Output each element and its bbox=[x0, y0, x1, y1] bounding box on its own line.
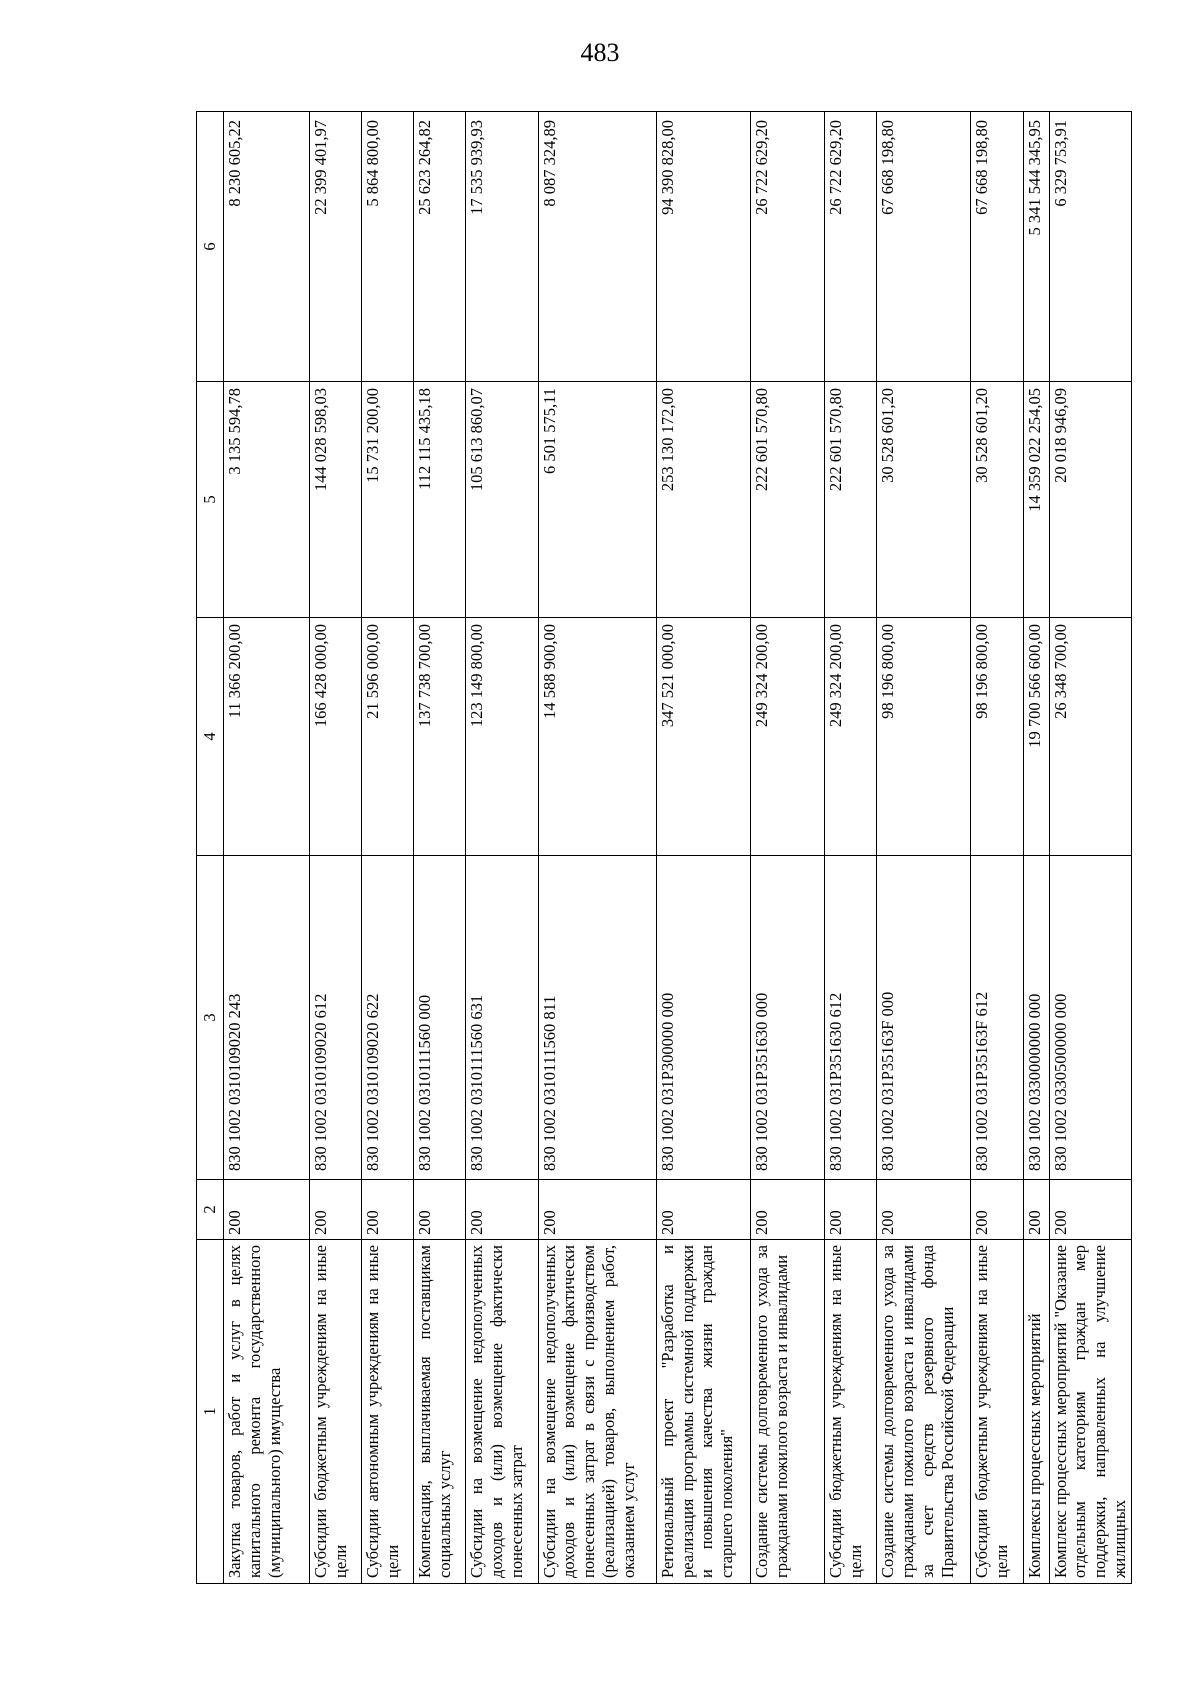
cell-col5: 222 601 570,80 bbox=[825, 382, 877, 618]
cell-col6: 6 329 753,91 bbox=[1049, 112, 1131, 382]
cell-col2: 200 bbox=[538, 1180, 656, 1240]
cell-col6: 94 390 828,00 bbox=[656, 112, 750, 382]
cell-col2: 200 bbox=[466, 1180, 538, 1240]
table-row bbox=[971, 112, 1023, 1584]
cell-code: 830 1002 0310111560 000 bbox=[414, 856, 466, 1180]
header-col-6: 6 bbox=[197, 112, 224, 382]
table-row bbox=[538, 112, 656, 1584]
cell-name: Компенсация, выплачиваемая поставщикам социальных услуг bbox=[414, 1240, 466, 1584]
budget-table bbox=[196, 111, 1132, 1584]
cell-col5: 105 613 860,07 bbox=[466, 382, 538, 618]
cell-code: 830 1002 031P35163F 612 bbox=[971, 856, 1023, 1180]
header-col-2: 2 bbox=[197, 1180, 224, 1240]
cell-code: 830 1002 0330000000 000 bbox=[1023, 856, 1049, 1180]
cell-col2: 200 bbox=[310, 1180, 362, 1240]
cell-name: Комплексы процессных мероприятий bbox=[1023, 1240, 1049, 1584]
cell-col6: 22 399 401,97 bbox=[310, 112, 362, 382]
cell-col2: 200 bbox=[414, 1180, 466, 1240]
header-col-5: 5 bbox=[197, 382, 224, 618]
cell-col2: 200 bbox=[877, 1180, 971, 1240]
cell-col5: 30 528 601,20 bbox=[877, 382, 971, 618]
cell-col4: 98 196 800,00 bbox=[971, 618, 1023, 856]
cell-name: Субсидии автономным учреждениям на иные цели bbox=[362, 1240, 414, 1584]
cell-col4: 249 324 200,00 bbox=[825, 618, 877, 856]
cell-code: 830 1002 031P351630 612 bbox=[825, 856, 877, 1180]
cell-name: Закупка товаров, работ и услуг в целях капитального ремонта государственного (муниципального) имущества bbox=[224, 1240, 310, 1584]
header-col-4: 4 bbox=[197, 618, 224, 856]
cell-col2: 200 bbox=[362, 1180, 414, 1240]
cell-col4: 11 366 200,00 bbox=[224, 618, 310, 856]
cell-code: 830 1002 031P300000 000 bbox=[656, 856, 750, 1180]
cell-col4: 14 588 900,00 bbox=[538, 618, 656, 856]
cell-col6: 17 535 939,93 bbox=[466, 112, 538, 382]
cell-col6: 26 722 629,20 bbox=[751, 112, 825, 382]
cell-name: Субсидии на возмещение недополученных доходов и (или) возмещение фактически понесенных затрат в связи с производством (реализацией) товаров, выполнением работ, оказанием услуг bbox=[538, 1240, 656, 1584]
table-header-row bbox=[197, 112, 224, 1584]
cell-col4: 249 324 200,00 bbox=[751, 618, 825, 856]
cell-name: Комплекс процессных мероприятий "Оказание отдельным категориям граждан мер поддержки, направленных на улучшение жилищных bbox=[1049, 1240, 1131, 1584]
cell-col5: 6 501 575,11 bbox=[538, 382, 656, 618]
cell-col6: 8 087 324,89 bbox=[538, 112, 656, 382]
cell-col5: 253 130 172,00 bbox=[656, 382, 750, 618]
cell-code: 830 1002 0310109020 612 bbox=[310, 856, 362, 1180]
cell-col4: 26 348 700,00 bbox=[1049, 618, 1131, 856]
cell-name: Создание системы долговременного ухода за гражданами пожилого возраста и инвалидами bbox=[751, 1240, 825, 1584]
table-row bbox=[224, 112, 310, 1584]
cell-col4: 166 428 000,00 bbox=[310, 618, 362, 856]
cell-col6: 5 864 800,00 bbox=[362, 112, 414, 382]
cell-col5: 112 115 435,18 bbox=[414, 382, 466, 618]
cell-col4: 137 738 700,00 bbox=[414, 618, 466, 856]
cell-col2: 200 bbox=[656, 1180, 750, 1240]
cell-name: Субсидии бюджетным учреждениям на иные цели bbox=[971, 1240, 1023, 1584]
table-row bbox=[877, 112, 971, 1584]
table-row bbox=[310, 112, 362, 1584]
cell-col5: 144 028 598,03 bbox=[310, 382, 362, 618]
cell-col6: 25 623 264,82 bbox=[414, 112, 466, 382]
cell-col5: 15 731 200,00 bbox=[362, 382, 414, 618]
table-row bbox=[466, 112, 538, 1584]
cell-col4: 347 521 000,00 bbox=[656, 618, 750, 856]
cell-col6: 67 668 198,80 bbox=[877, 112, 971, 382]
header-col-3: 3 bbox=[197, 856, 224, 1180]
cell-col2: 200 bbox=[1023, 1180, 1049, 1240]
table-row bbox=[414, 112, 466, 1584]
cell-col5: 3 135 594,78 bbox=[224, 382, 310, 618]
cell-code: 830 1002 0330500000 000 bbox=[1049, 856, 1131, 1180]
table-row bbox=[1049, 112, 1131, 1584]
cell-code: 830 1002 0310109020 243 bbox=[224, 856, 310, 1180]
table-row bbox=[825, 112, 877, 1584]
table-row bbox=[362, 112, 414, 1584]
cell-col4: 98 196 800,00 bbox=[877, 618, 971, 856]
cell-col2: 200 bbox=[224, 1180, 310, 1240]
cell-col6: 5 341 544 345,95 bbox=[1023, 112, 1049, 382]
cell-col2: 200 bbox=[825, 1180, 877, 1240]
cell-name: Субсидии бюджетным учреждениям на иные цели bbox=[310, 1240, 362, 1584]
cell-name: Субсидии бюджетным учреждениям на иные цели bbox=[825, 1240, 877, 1584]
cell-name: Региональный проект "Разработка и реализация программы системной поддержки и повышения качества жизни граждан старшего поколения" bbox=[656, 1240, 750, 1584]
cell-col2: 200 bbox=[1049, 1180, 1131, 1240]
table-row bbox=[751, 112, 825, 1584]
cell-code: 830 1002 0310109020 622 bbox=[362, 856, 414, 1180]
cell-col6: 26 722 629,20 bbox=[825, 112, 877, 382]
cell-col2: 200 bbox=[751, 1180, 825, 1240]
budget-table-rotated bbox=[196, 112, 1132, 1584]
cell-code: 830 1002 0310111560 811 bbox=[538, 856, 656, 1180]
cell-name: Субсидии на возмещение недополученных доходов и (или) возмещение фактически понесенных затрат bbox=[466, 1240, 538, 1584]
cell-col6: 67 668 198,80 bbox=[971, 112, 1023, 382]
cell-code: 830 1002 031P351630 000 bbox=[751, 856, 825, 1180]
cell-col5: 222 601 570,80 bbox=[751, 382, 825, 618]
table-row bbox=[1023, 112, 1049, 1584]
cell-col6: 8 230 605,22 bbox=[224, 112, 310, 382]
cell-col5: 30 528 601,20 bbox=[971, 382, 1023, 618]
header-col-1: 1 bbox=[197, 1240, 224, 1584]
cell-code: 830 1002 0310111560 631 bbox=[466, 856, 538, 1180]
cell-col4: 21 596 000,00 bbox=[362, 618, 414, 856]
cell-col4: 123 149 800,00 bbox=[466, 618, 538, 856]
cell-col5: 20 018 946,09 bbox=[1049, 382, 1131, 618]
page-number: 483 bbox=[580, 38, 620, 67]
cell-col2: 200 bbox=[971, 1180, 1023, 1240]
cell-col4: 19 700 566 600,00 bbox=[1023, 618, 1049, 856]
cell-col5: 14 359 022 254,05 bbox=[1023, 382, 1049, 618]
cell-code: 830 1002 031P35163F 000 bbox=[877, 856, 971, 1180]
cell-name: Создание системы долговременного ухода за гражданами пожилого возраста и инвалидами за счет средств резервного фонда Правительства Российской Федерации bbox=[877, 1240, 971, 1584]
table-row bbox=[656, 112, 750, 1584]
